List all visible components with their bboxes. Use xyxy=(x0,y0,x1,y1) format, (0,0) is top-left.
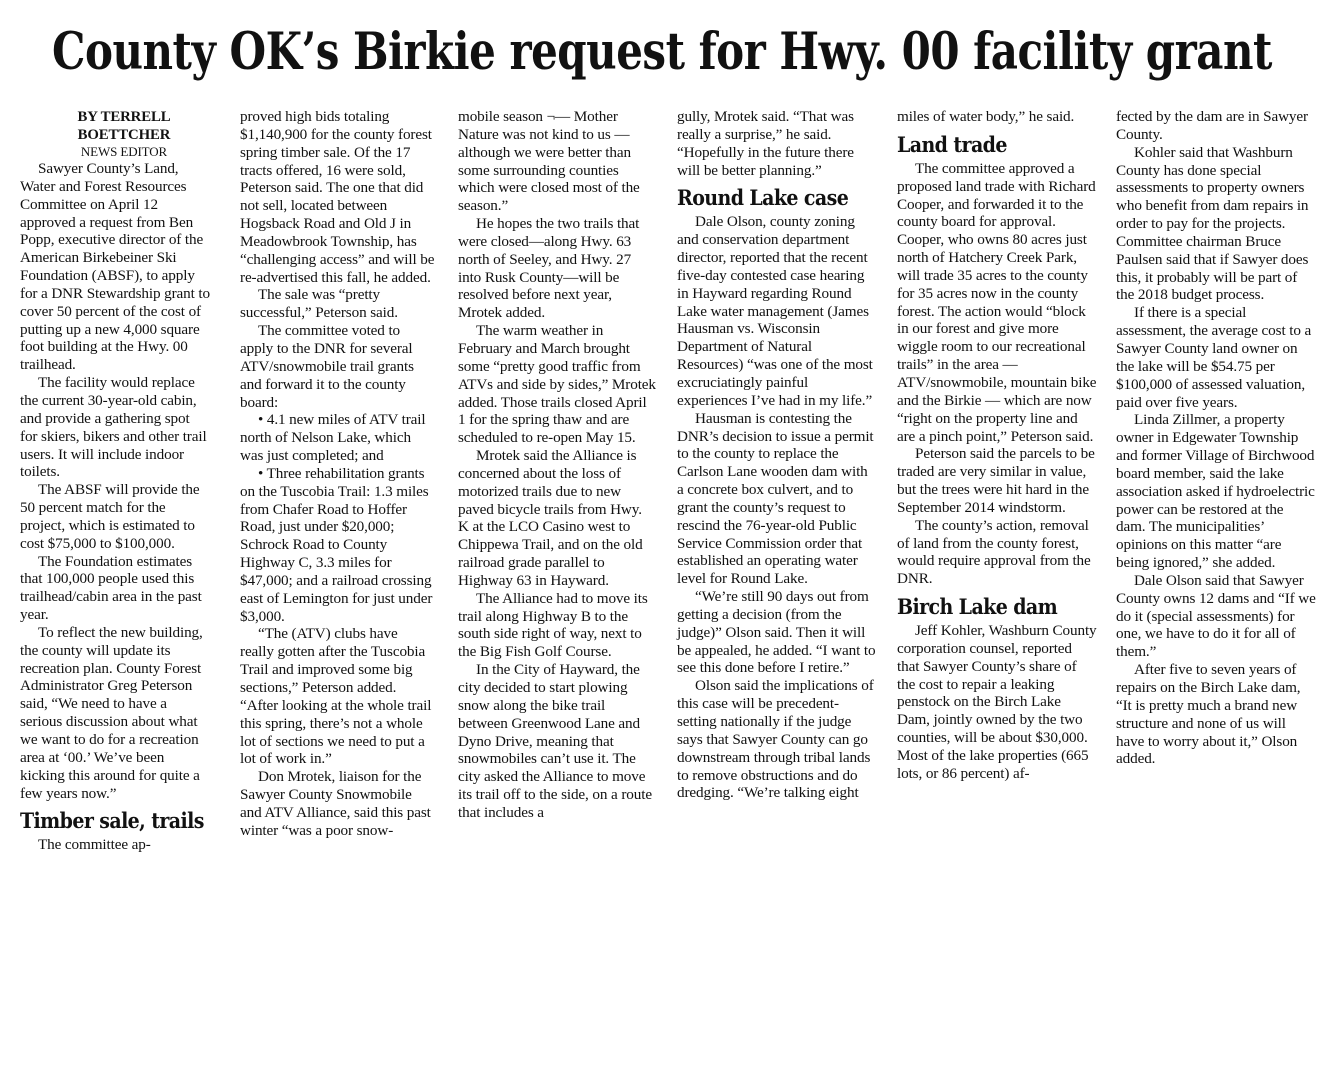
paragraph: The Foundation estimates that 100,000 people used this trailhead/cabin area in the past year. xyxy=(20,552,202,624)
paragraph: Dale Olson said that Sawyer County owns 12 dams and “If we do it (special assessments) for one, we have to do it for all of them.” xyxy=(1116,571,1316,661)
article-column-3 xyxy=(458,108,656,822)
paragraph: “We’re still 90 days out from getting a decision (from the judge)” Olson said. Then it will be appealed, he added. “I want to see this done before I retire.” xyxy=(677,588,876,677)
byline-line-2: BOETTCHER xyxy=(77,127,171,143)
article-column-6 xyxy=(1116,108,1316,768)
paragraph: The committee ap- xyxy=(38,836,151,854)
paragraph: proved high bids totaling $1,140,900 for the county forest spring timber sale. Of the 17 tracts offered, 16 were sold, Peterson said. The one that did not sell, located between Hogsback Road and Old J in Meadowbrook Township, has “challenging access” and will be re-advertised this fall, he added. xyxy=(240,108,435,286)
paragraph: Sawyer County’s Land, Water and Forest Resources Committee on April 12 approved a request from Ben Popp, executive director of the American Birkebeiner Ski Foundation (ABSF), to apply for a DNR Stewardship grant to cover 50 percent of the cost of putting up a new 4,000 square foot building at the Hwy. 00 trailhead. xyxy=(20,160,211,374)
bullet-paragraph: • 4.1 new miles of ATV trail north of Nelson Lake, which was just completed; and xyxy=(240,411,426,465)
article-column-1 xyxy=(20,108,210,854)
paragraph: The Alliance had to move its trail along Highway B to the south side right of way, next to the Big Fish Golf Course. xyxy=(458,589,648,661)
paragraph: Mrotek said the Alliance is concerned about the loss of motorized trails due to new paved bicycle trails from Hwy. K at the LCO Casino west to Chippewa Trail, and on the old railroad grade parallel to Highway 63 in Hayward. xyxy=(458,447,643,589)
paragraph: Jeff Kohler, Washburn County corporation counsel, reported that Sawyer County’s share of the cost to repair a leaking penstock on the Birch Lake Dam, jointly owned by the two counties, will be about $30,000. Most of the lake properties (665 lots, or 86 percent) af- xyxy=(897,622,1097,782)
paragraph: To reflect the new building, the county will update its recreation plan. County Forest Administrator Greg Peterson said, “We need to have a serious discussion about what we want to do for a recreation area at ‘00.’ We’ve been kicking this around for quite a few years now.” xyxy=(20,623,203,802)
paragraph: miles of water body,” he said. xyxy=(897,108,1075,125)
paragraph: The warm weather in February and March brought some “pretty good traffic from ATVs and side by sides,” Mrotek added. Those trails closed April 1 for the spring thaw and are scheduled to re-open May 15. xyxy=(458,322,656,447)
subhead-land-trade: Land trade xyxy=(897,132,1007,158)
paragraph: gully, Mrotek said. “That was really a surprise,” he said. “Hopefully in the future there will be better planning.” xyxy=(677,108,854,179)
byline-title: NEWS EDITOR xyxy=(80,144,168,159)
paragraph: Peterson said the parcels to be traded are very similar in value, but the trees were hit hard in the September 2014 windstorm. xyxy=(897,445,1095,516)
byline-line-1: BY TERRELL xyxy=(77,109,171,125)
paragraph: The facility would replace the current 30-year-old cabin, and provide a gathering spot for skiers, bikers and other trail users. It will include indoor toilets. xyxy=(20,374,207,481)
subhead-birch-lake: Birch Lake dam xyxy=(897,594,1058,620)
paragraph: Kohler said that Washburn County has done special assessments to property owners who benefit from dam repairs in order to pay for the projects. Committee chairman Bruce Paulsen said that if Sawyer does this, it probably will be part of the 2018 budget process. xyxy=(1116,143,1309,304)
paragraph: Linda Zillmer, a property owner in Edgewater Township and former Village of Birchwood board member, said the lake association asked if hydroelectric power can be restored at the dam. The municipalities’ opinions on this matter “are being ignored,” she added. xyxy=(1116,411,1315,572)
paragraph: mobile season ¬— Mother Nature was not kind to us — although we were better than some surrounding counties which were closed most of the season.” xyxy=(458,108,640,215)
paragraph: In the City of Hayward, the city decided to start plowing snow along the bike trail between Greenwood Lane and Dyno Drive, meaning that snowmobiles can’t use it. The city asked the Alliance to move its trail off to the side, on a route that includes a xyxy=(458,661,652,821)
paragraph: The county’s action, removal of land from the county forest, would require approval from the DNR. xyxy=(897,516,1091,588)
paragraph: Hausman is contesting the DNR’s decision to issue a permit to the county to replace the Carlson Lane wooden dam with a concrete box culvert, and to grant the county’s request to rescind the 76-year-old Public Service Commission order that established an operating water level for Round Lake. xyxy=(677,409,874,588)
paragraph: fected by the dam are in Sawyer County. xyxy=(1116,108,1308,143)
paragraph: Don Mrotek, liaison for the Sawyer County Snowmobile and ATV Alliance, said this past winter “was a poor snow- xyxy=(240,768,431,839)
article-column-5 xyxy=(897,108,1097,783)
paragraph: Olson said the implications of this case will be precedent-setting nationally if the judge says that Sawyer County can go downstream through tribal lands to remove obstructions and do dredging. “We’re talking eight xyxy=(677,677,874,802)
article-column-2 xyxy=(240,108,435,840)
paragraph: The ABSF will provide the 50 percent match for the project, which is estimated to cost $75,000 to $100,000. xyxy=(20,481,200,552)
bullet-paragraph: • Three rehabilitation grants on the Tuscobia Trail: 1.3 miles from Chafer Road to Hoffer Road, just under $20,000; Schrock Road to County Highway C, 3.3 miles for $47,000; and a railroad crossing east of Lemington for just under $3,000. xyxy=(240,464,433,625)
paragraph: Dale Olson, county zoning and conservation department director, reported that the recent five-day contested case hearing in Hayward regarding Round Lake water management (James Hausman vs. Wisconsin Department of Natural Resources) “was one of the most excruciatingly painful experiences I’ve had in my life.” xyxy=(677,213,873,409)
paragraph: He hopes the two trails that were closed—along Hwy. 63 north of Seeley, and Hwy. 27 into Rusk County—will be resolved before next year, Mrotek added. xyxy=(458,215,640,322)
paragraph: The sale was “pretty successful,” Peterson said. xyxy=(240,286,398,322)
paragraph: “The (ATV) clubs have really gotten after the Tuscobia Trail and improved some big sections,” Peterson added. “After looking at the whole trail this spring, there’s not a whole lot of sections we need to put a lot of work in.” xyxy=(240,625,432,768)
paragraph: If there is a special assessment, the average cost to a Sawyer County land owner on the lake will be $54.75 per $100,000 of assessed valuation, paid over five years. xyxy=(1116,304,1312,411)
paragraph: The committee voted to apply to the DNR for several ATV/snowmobile trail grants and forward it to the county board: xyxy=(240,322,414,411)
article-column-4 xyxy=(677,108,877,802)
subhead-timber-sale: Timber sale, trails xyxy=(20,808,204,835)
paragraph: After five to seven years of repairs on the Birch Lake dam, “It is pretty much a brand new structure and none of us will have to worry about it,” Olson added. xyxy=(1116,661,1301,768)
paragraph: The committee approved a proposed land trade with Richard Cooper, and forwarded it to the county board for approval. Cooper, who owns 80 acres just north of Hatchery Creek Park, will trade 35 acres to the county for 35 acres now in the county forest. The action would “block in our forest and give more wiggle room to our recreational trails” in the area — ATV/snowmobile, mountain bike and the Birkie — which are now “right on the property line and are a pinch point,” Peterson said. xyxy=(897,159,1097,445)
headline: County OK’s Birkie request for Hwy. 00 facility grant xyxy=(52,21,1272,82)
subhead-round-lake: Round Lake case xyxy=(677,185,849,212)
